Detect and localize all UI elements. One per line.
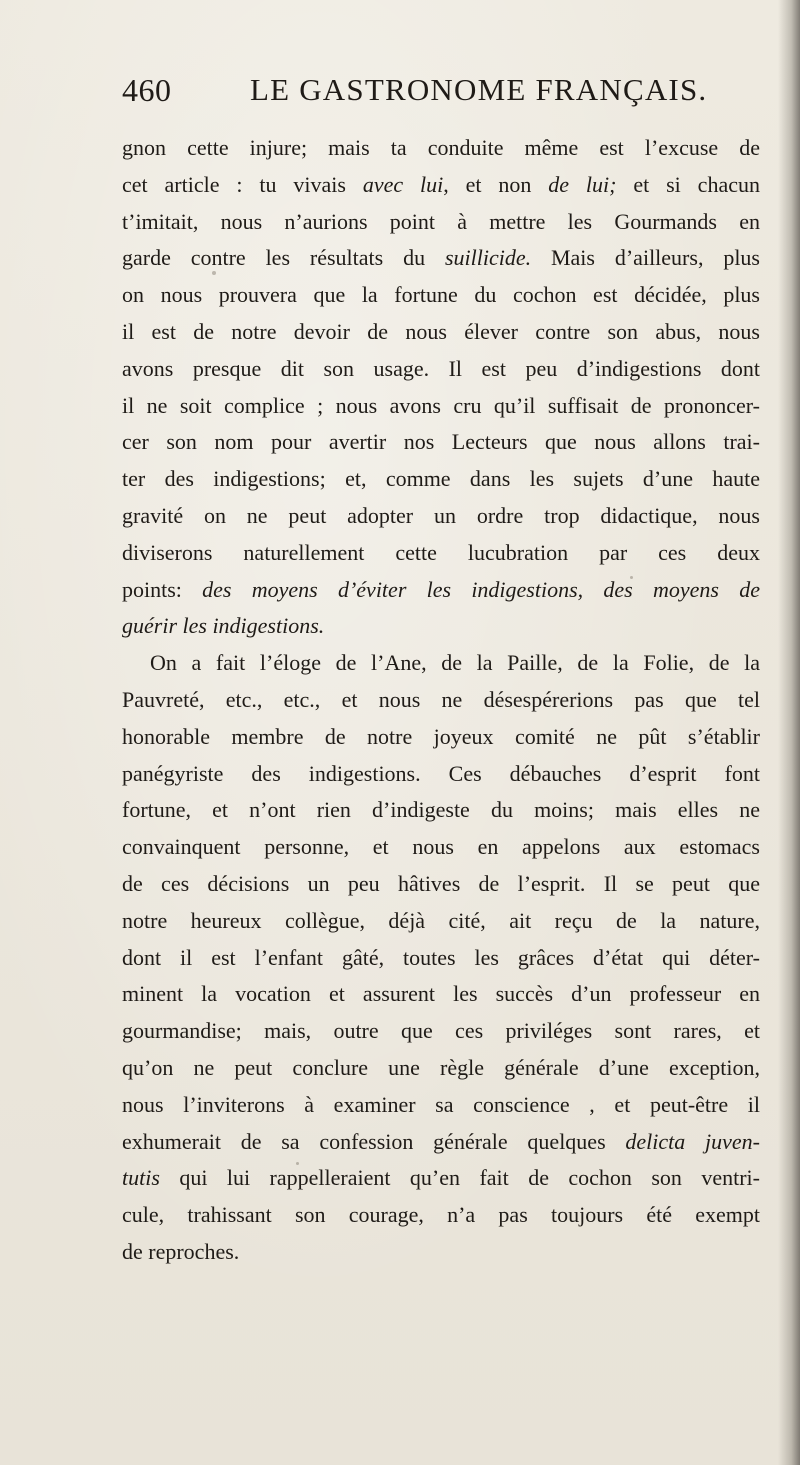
text-line xyxy=(122,1234,760,1271)
body-text xyxy=(122,130,760,1271)
text-line xyxy=(122,1160,760,1197)
text-segment: minent la vocation et assurent les succès d’un professeur en xyxy=(122,981,760,1007)
italic-text: avec lui xyxy=(362,171,444,197)
text-segment: de ces décisions un peu hâtives de l’esprit. Il se peut que xyxy=(122,870,760,896)
text-line xyxy=(122,756,760,793)
text-segment: gourmandise; mais, outre que ces priviléges sont rares, et xyxy=(122,1018,760,1044)
text-segment: avons presque dit son usage. Il est peu d’indigestions dont xyxy=(122,355,760,381)
text-line xyxy=(122,351,760,388)
text-line xyxy=(122,829,760,866)
italic-text: guérir les indigestions. xyxy=(122,613,325,639)
text-segment: points: xyxy=(122,576,203,602)
text-segment: , et non xyxy=(443,171,549,197)
text-line xyxy=(122,461,760,498)
text-segment: honorable membre de notre joyeux comité ne pût s’établir xyxy=(122,723,760,749)
page-number: 460 xyxy=(122,72,172,108)
text-segment: on nous prouvera que la fortune du cochon est décidée, plus xyxy=(122,282,760,308)
text-line xyxy=(122,277,760,314)
text-segment: il ne soit complice ; nous avons cru qu’il suffisait de prononcer- xyxy=(122,392,760,418)
text-line xyxy=(122,1087,760,1124)
text-line xyxy=(122,866,760,903)
text-line xyxy=(122,682,760,719)
running-title: LE GASTRONOME FRANÇAIS. xyxy=(250,72,708,107)
italic-text: de lui; xyxy=(548,171,617,197)
italic-text: delicta juven- xyxy=(625,1128,760,1154)
text-segment: gnon cette injure; mais ta conduite même est l’excuse de xyxy=(122,135,760,160)
text-line xyxy=(122,792,760,829)
text-line xyxy=(122,314,760,351)
text-segment: On a fait l’éloge de l’Ane, de la Paille, de la Folie, de la xyxy=(150,650,760,676)
text-segment: il est de notre devoir de nous élever contre son abus, nous xyxy=(122,318,760,344)
text-line xyxy=(122,1050,760,1087)
text-segment: diviserons naturellement cette lucubration par ces deux xyxy=(122,539,760,565)
italic-text: des moyens d’éviter les indigestions, des moyens de xyxy=(202,576,760,602)
text-segment: garde contre les résultats du xyxy=(122,245,445,271)
text-line xyxy=(122,940,760,977)
text-segment: nous l’inviterons à examiner sa conscience , et peut-être il xyxy=(122,1091,760,1117)
text-line xyxy=(122,976,760,1013)
text-line xyxy=(122,1013,760,1050)
text-segment: dont il est l’enfant gâté, toutes les grâces d’état qui déter- xyxy=(122,944,760,970)
text-line xyxy=(122,608,760,645)
text-line xyxy=(122,903,760,940)
text-segment: gravité on ne peut adopter un ordre trop didactique, nous xyxy=(122,502,760,528)
text-segment: cet article : tu vivais xyxy=(122,171,363,197)
text-segment: ter des indigestions; et, comme dans les sujets d’une haute xyxy=(122,466,760,492)
text-line xyxy=(122,572,760,609)
paper-fleck xyxy=(212,271,216,275)
text-segment: cule, trahissant son courage, n’a pas toujours été exempt xyxy=(122,1202,760,1228)
text-segment: cer son nom pour avertir nos Lecteurs que nous allons trai- xyxy=(122,429,760,455)
paper-fleck xyxy=(296,1162,299,1165)
text-line xyxy=(122,240,760,277)
text-line xyxy=(122,535,760,572)
text-line xyxy=(122,498,760,535)
text-segment: qui lui rappelleraient qu’en fait de cochon son ventri- xyxy=(159,1165,760,1191)
text-line xyxy=(122,1124,760,1161)
text-segment: et si chacun xyxy=(616,171,760,197)
text-segment: de reproches. xyxy=(122,1238,240,1264)
text-segment: t’imitait, nous n’aurions point à mettre les Gourmands en xyxy=(122,208,760,234)
text-line xyxy=(122,204,760,241)
italic-text: tutis xyxy=(122,1165,160,1191)
text-line xyxy=(122,719,760,756)
text-line xyxy=(122,1197,760,1234)
text-line xyxy=(122,167,760,204)
paper-fleck xyxy=(630,576,633,579)
text-segment: convainquent personne, et nous en appelons aux estomacs xyxy=(122,834,760,860)
text-line xyxy=(122,130,760,167)
page-edge-shadow xyxy=(778,0,800,1465)
page-header xyxy=(122,72,762,112)
text-segment: qu’on ne peut conclure une règle générale d’une exception, xyxy=(122,1054,760,1080)
text-segment: Pauvreté, etc., etc., et nous ne désespérerions pas que tel xyxy=(122,686,760,712)
text-line xyxy=(122,388,760,425)
text-segment: Mais d’ailleurs, plus xyxy=(531,245,760,271)
italic-text: suillicide. xyxy=(444,245,532,271)
text-segment: notre heureux collègue, déjà cité, ait reçu de la nature, xyxy=(122,907,760,933)
text-segment: panégyriste des indigestions. Ces débauches d’esprit font xyxy=(122,760,760,786)
text-line xyxy=(122,424,760,461)
text-segment: fortune, et n’ont rien d’indigeste du moins; mais elles ne xyxy=(122,797,760,823)
text-line xyxy=(122,645,760,682)
text-segment: exhumerait de sa confession générale quelques xyxy=(122,1128,626,1154)
